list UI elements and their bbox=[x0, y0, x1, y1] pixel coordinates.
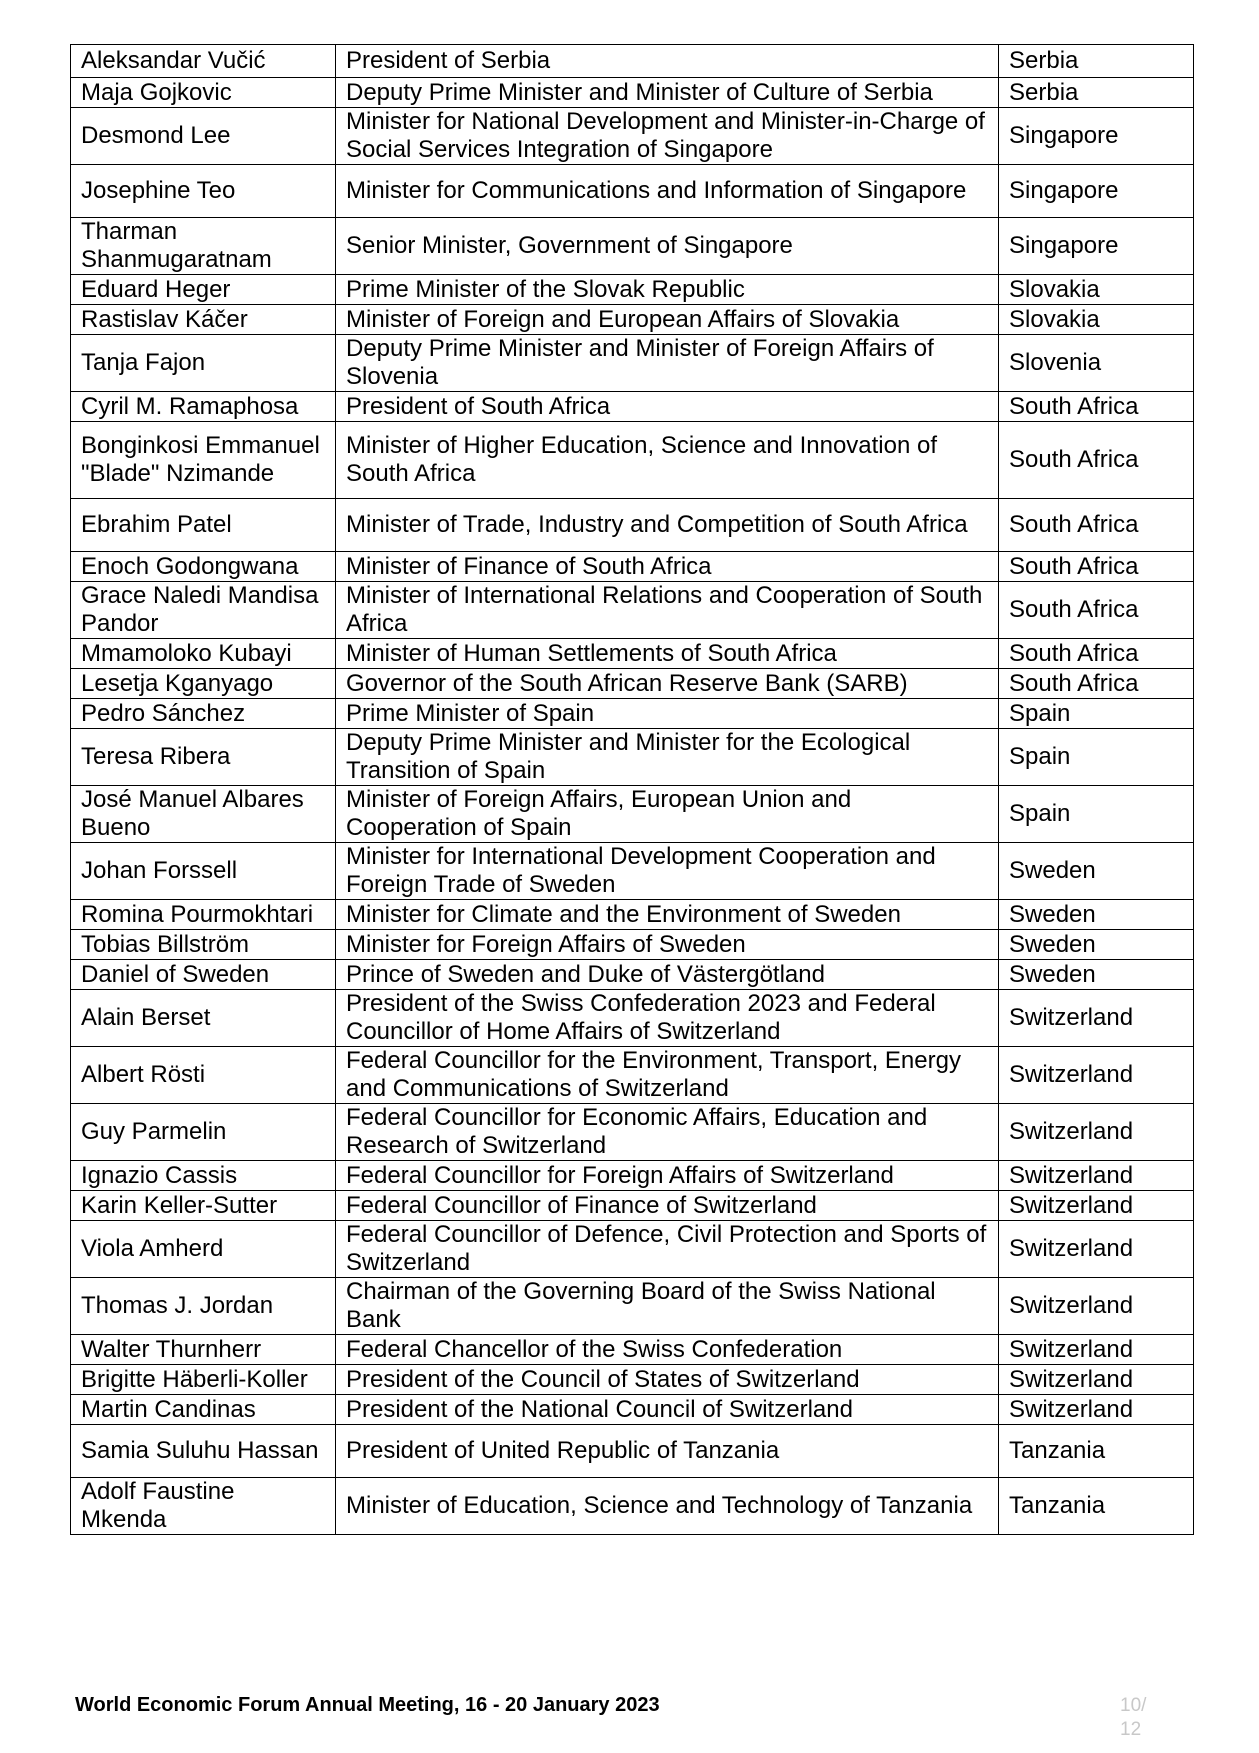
participant-name: Daniel of Sweden bbox=[71, 960, 336, 990]
participant-role: Minister of Human Settlements of South Africa bbox=[336, 639, 999, 669]
participant-country: Switzerland bbox=[999, 1161, 1194, 1191]
participant-name: Maja Gojkovic bbox=[71, 78, 336, 108]
participant-name: Ignazio Cassis bbox=[71, 1161, 336, 1191]
participant-country: Sweden bbox=[999, 930, 1194, 960]
participant-role: Prime Minister of the Slovak Republic bbox=[336, 275, 999, 305]
participant-role: Deputy Prime Minister and Minister for the Ecological Transition of Spain bbox=[336, 729, 999, 786]
participant-name: Guy Parmelin bbox=[71, 1104, 336, 1161]
page-number: 10/ 12 bbox=[1120, 1695, 1147, 1740]
participant-country: South Africa bbox=[999, 422, 1194, 499]
table-row bbox=[71, 1278, 1194, 1335]
participant-country: Switzerland bbox=[999, 1221, 1194, 1278]
participant-country: Slovakia bbox=[999, 275, 1194, 305]
participant-name: Rastislav Káčer bbox=[71, 305, 336, 335]
participant-country: Switzerland bbox=[999, 1104, 1194, 1161]
table-row bbox=[71, 669, 1194, 699]
participant-role: Deputy Prime Minister and Minister of Foreign Affairs of Slovenia bbox=[336, 335, 999, 392]
participant-country: Spain bbox=[999, 729, 1194, 786]
participant-country: Serbia bbox=[999, 78, 1194, 108]
participant-country: Spain bbox=[999, 786, 1194, 843]
participant-name: Walter Thurnherr bbox=[71, 1335, 336, 1365]
participant-name: Cyril M. Ramaphosa bbox=[71, 392, 336, 422]
table-body bbox=[71, 45, 1194, 1535]
table-row bbox=[71, 499, 1194, 552]
participant-name: José Manuel Albares Bueno bbox=[71, 786, 336, 843]
participant-name: Enoch Godongwana bbox=[71, 552, 336, 582]
table-row bbox=[71, 1161, 1194, 1191]
table-row bbox=[71, 843, 1194, 900]
participant-role: President of the Council of States of Switzerland bbox=[336, 1365, 999, 1395]
participant-name: Alain Berset bbox=[71, 990, 336, 1047]
participant-name: Albert Rösti bbox=[71, 1047, 336, 1104]
participant-name: Thomas J. Jordan bbox=[71, 1278, 336, 1335]
participant-role: Minister of Higher Education, Science and Innovation of South Africa bbox=[336, 422, 999, 499]
participant-role: Federal Councillor of Finance of Switzerland bbox=[336, 1191, 999, 1221]
participant-name: Teresa Ribera bbox=[71, 729, 336, 786]
table-row bbox=[71, 639, 1194, 669]
table-row bbox=[71, 45, 1194, 78]
participant-role: Minister of Education, Science and Technology of Tanzania bbox=[336, 1478, 999, 1535]
participant-role: President of the National Council of Switzerland bbox=[336, 1395, 999, 1425]
participant-name: Desmond Lee bbox=[71, 108, 336, 165]
footer-title: World Economic Forum Annual Meeting, 16 - 20 January 2023 bbox=[75, 1694, 660, 1716]
participant-country: South Africa bbox=[999, 392, 1194, 422]
participant-role: Federal Councillor of Defence, Civil Protection and Sports of Switzerland bbox=[336, 1221, 999, 1278]
participant-name: Johan Forssell bbox=[71, 843, 336, 900]
participant-country: Sweden bbox=[999, 900, 1194, 930]
table-row bbox=[71, 1395, 1194, 1425]
participant-role: President of United Republic of Tanzania bbox=[336, 1425, 999, 1478]
participant-role: Prime Minister of Spain bbox=[336, 699, 999, 729]
table-row bbox=[71, 1191, 1194, 1221]
participant-name: Josephine Teo bbox=[71, 165, 336, 218]
participant-name: Brigitte Häberli-Koller bbox=[71, 1365, 336, 1395]
participant-role: Minister of International Relations and Cooperation of South Africa bbox=[336, 582, 999, 639]
participant-country: South Africa bbox=[999, 552, 1194, 582]
participant-name: Samia Suluhu Hassan bbox=[71, 1425, 336, 1478]
participant-country: Serbia bbox=[999, 45, 1194, 78]
participant-name: Mmamoloko Kubayi bbox=[71, 639, 336, 669]
table-row bbox=[71, 165, 1194, 218]
participant-name: Pedro Sánchez bbox=[71, 699, 336, 729]
participant-role: Minister for Climate and the Environment of Sweden bbox=[336, 900, 999, 930]
participant-role: Minister for Communications and Information of Singapore bbox=[336, 165, 999, 218]
table-row bbox=[71, 1104, 1194, 1161]
participant-country: South Africa bbox=[999, 639, 1194, 669]
participant-country: Sweden bbox=[999, 960, 1194, 990]
table-row bbox=[71, 1478, 1194, 1535]
table-row bbox=[71, 960, 1194, 990]
participant-country: Singapore bbox=[999, 108, 1194, 165]
participant-name: Aleksandar Vučić bbox=[71, 45, 336, 78]
participant-country: Switzerland bbox=[999, 1395, 1194, 1425]
participant-country: South Africa bbox=[999, 582, 1194, 639]
participant-name: Tanja Fajon bbox=[71, 335, 336, 392]
participant-role: Federal Councillor for Economic Affairs, Education and Research of Switzerland bbox=[336, 1104, 999, 1161]
participant-role: Minister for International Development Cooperation and Foreign Trade of Sweden bbox=[336, 843, 999, 900]
table-row bbox=[71, 1335, 1194, 1365]
table-row bbox=[71, 699, 1194, 729]
participant-role: Governor of the South African Reserve Bank (SARB) bbox=[336, 669, 999, 699]
participant-country: Switzerland bbox=[999, 1047, 1194, 1104]
participant-role: Federal Councillor for the Environment, Transport, Energy and Communications of Switzerland bbox=[336, 1047, 999, 1104]
participant-country: Switzerland bbox=[999, 1365, 1194, 1395]
participant-role: Minister of Finance of South Africa bbox=[336, 552, 999, 582]
table-row bbox=[71, 552, 1194, 582]
participant-name: Tharman Shanmugaratnam bbox=[71, 218, 336, 275]
participant-name: Lesetja Kganyago bbox=[71, 669, 336, 699]
table-row bbox=[71, 305, 1194, 335]
participant-role: Minister of Foreign Affairs, European Union and Cooperation of Spain bbox=[336, 786, 999, 843]
participant-role: Chairman of the Governing Board of the Swiss National Bank bbox=[336, 1278, 999, 1335]
participant-country: Switzerland bbox=[999, 1278, 1194, 1335]
table-row bbox=[71, 392, 1194, 422]
table-row bbox=[71, 275, 1194, 305]
participant-role: President of Serbia bbox=[336, 45, 999, 78]
table-row bbox=[71, 786, 1194, 843]
participant-country: South Africa bbox=[999, 669, 1194, 699]
table-row bbox=[71, 422, 1194, 499]
participant-country: Tanzania bbox=[999, 1478, 1194, 1535]
participant-role: Minister of Trade, Industry and Competition of South Africa bbox=[336, 499, 999, 552]
table-row bbox=[71, 108, 1194, 165]
participant-country: Slovenia bbox=[999, 335, 1194, 392]
participant-name: Eduard Heger bbox=[71, 275, 336, 305]
participant-name: Karin Keller-Sutter bbox=[71, 1191, 336, 1221]
participant-country: South Africa bbox=[999, 499, 1194, 552]
participant-role: Federal Chancellor of the Swiss Confederation bbox=[336, 1335, 999, 1365]
participant-name: Bonginkosi Emmanuel "Blade" Nzimande bbox=[71, 422, 336, 499]
participant-country: Slovakia bbox=[999, 305, 1194, 335]
table-row bbox=[71, 582, 1194, 639]
table-row bbox=[71, 729, 1194, 786]
participant-country: Switzerland bbox=[999, 1191, 1194, 1221]
table-row bbox=[71, 930, 1194, 960]
participant-role: Senior Minister, Government of Singapore bbox=[336, 218, 999, 275]
participant-country: Switzerland bbox=[999, 1335, 1194, 1365]
table-row bbox=[71, 1365, 1194, 1395]
table-row bbox=[71, 218, 1194, 275]
table-row bbox=[71, 1221, 1194, 1278]
table-row bbox=[71, 78, 1194, 108]
participant-role: Minister for National Development and Minister-in-Charge of Social Services Integration of Singapore bbox=[336, 108, 999, 165]
participant-name: Romina Pourmokhtari bbox=[71, 900, 336, 930]
participant-role: Federal Councillor for Foreign Affairs of Switzerland bbox=[336, 1161, 999, 1191]
participant-country: Tanzania bbox=[999, 1425, 1194, 1478]
participant-country: Sweden bbox=[999, 843, 1194, 900]
participant-role: President of South Africa bbox=[336, 392, 999, 422]
participant-role: Deputy Prime Minister and Minister of Culture of Serbia bbox=[336, 78, 999, 108]
participant-role: President of the Swiss Confederation 2023 and Federal Councillor of Home Affairs of Switzerland bbox=[336, 990, 999, 1047]
participant-name: Martin Candinas bbox=[71, 1395, 336, 1425]
table-row bbox=[71, 900, 1194, 930]
participant-country: Spain bbox=[999, 699, 1194, 729]
table-row bbox=[71, 335, 1194, 392]
participant-country: Singapore bbox=[999, 165, 1194, 218]
participant-name: Adolf Faustine Mkenda bbox=[71, 1478, 336, 1535]
table-row bbox=[71, 1425, 1194, 1478]
table-row bbox=[71, 1047, 1194, 1104]
participant-country: Singapore bbox=[999, 218, 1194, 275]
participant-role: Minister for Foreign Affairs of Sweden bbox=[336, 930, 999, 960]
participants-table bbox=[70, 44, 1194, 1535]
participant-role: Prince of Sweden and Duke of Västergötland bbox=[336, 960, 999, 990]
table-row bbox=[71, 990, 1194, 1047]
participant-name: Grace Naledi Mandisa Pandor bbox=[71, 582, 336, 639]
participant-country: Switzerland bbox=[999, 990, 1194, 1047]
participant-role: Minister of Foreign and European Affairs of Slovakia bbox=[336, 305, 999, 335]
participant-name: Tobias Billström bbox=[71, 930, 336, 960]
participant-name: Viola Amherd bbox=[71, 1221, 336, 1278]
participant-name: Ebrahim Patel bbox=[71, 499, 336, 552]
